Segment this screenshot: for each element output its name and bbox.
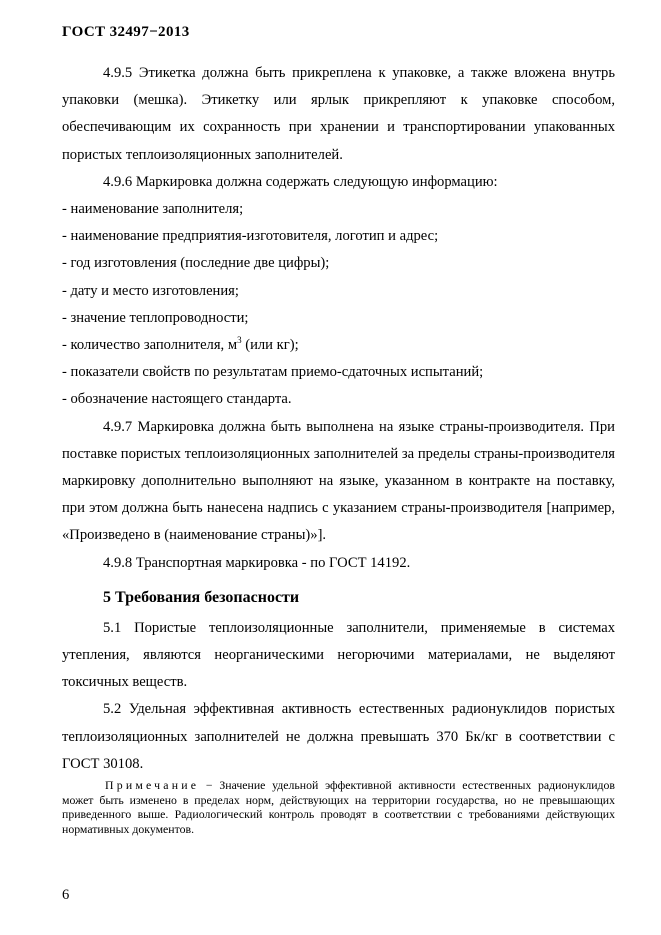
list-item: - наименование заполнителя; <box>62 201 244 218</box>
paragraph-5-1: 5.1 Пористые теплоизоляционные заполнители, применяемые в системах утепления, являются неорганическими негорючими материалами, не выделяют токсичных веществ. <box>62 619 615 691</box>
list-item: - показатели свойств по результатам приемо-сдаточных испытаний; <box>62 364 484 381</box>
page-number: 6 <box>62 887 70 903</box>
cubic-superscript: 3 <box>237 335 242 346</box>
list-item-quantity <box>62 332 615 359</box>
paragraph-4-9-6: 4.9.6 Маркировка должна содержать следующую информацию: <box>103 173 498 190</box>
paragraph-4-9-5: 4.9.5 Этикетка должна быть прикреплена к упаковке, а также вложена внутрь упаковки (мешка). Этикетку или ярлык прикрепляют к упаковке способом, обеспечивающим их сохранность при хранении и транспортировании упакованных пористых теплоизоляционных заполнителей. <box>62 65 615 163</box>
list-item-tail: (или кг); <box>241 337 299 354</box>
paragraph-5-2: 5.2 Удельная эффективная активность естественных радионуклидов пористых теплоизоляционных заполнителей не должна превышать 370 Бк/кг в соответствии с ГОСТ 30108. <box>62 701 615 772</box>
list-item: - год изготовления (последние две цифры); <box>62 255 330 272</box>
note-label: Примечание <box>105 778 200 793</box>
list-item-text: - количество заполнителя, м <box>62 337 238 354</box>
note <box>62 778 615 836</box>
list-item: - значение теплопроводности; <box>62 309 249 326</box>
document-header: ГОСТ 32497−2013 <box>62 24 190 40</box>
paragraph-4-9-8: 4.9.8 Транспортная маркировка ‑ по ГОСТ 14192. <box>103 554 411 571</box>
list-item: - обозначение настоящего стандарта. <box>62 391 292 408</box>
list-item: - наименование предприятия-изготовителя, логотип и адрес; <box>62 228 439 245</box>
list-item: - дату и место изготовления; <box>62 282 239 299</box>
document-body <box>62 60 615 836</box>
note-text: − Значение удельной эффективной активности естественных радионуклидов может быть изменено в пределах норм, действующих на территории государства, но не превышающих приведенного выше. Радиологический контроль проводят в соответствии с требованиями действующих нормативных документов. <box>62 778 615 836</box>
paragraph-4-9-7: 4.9.7 Маркировка должна быть выполнена на языке страны-производителя. При поставке пористых теплоизоляционных заполнителей за пределы страны-производителя маркировку дополнительно выполняют на языке, указанном в контракте на поставку, при этом должна быть нанесена надпись с указанием страны-производителя [например, «Произведено в (наименование страны)»]. <box>62 418 615 544</box>
section-5-title: 5 Требования безопасности <box>103 588 300 606</box>
